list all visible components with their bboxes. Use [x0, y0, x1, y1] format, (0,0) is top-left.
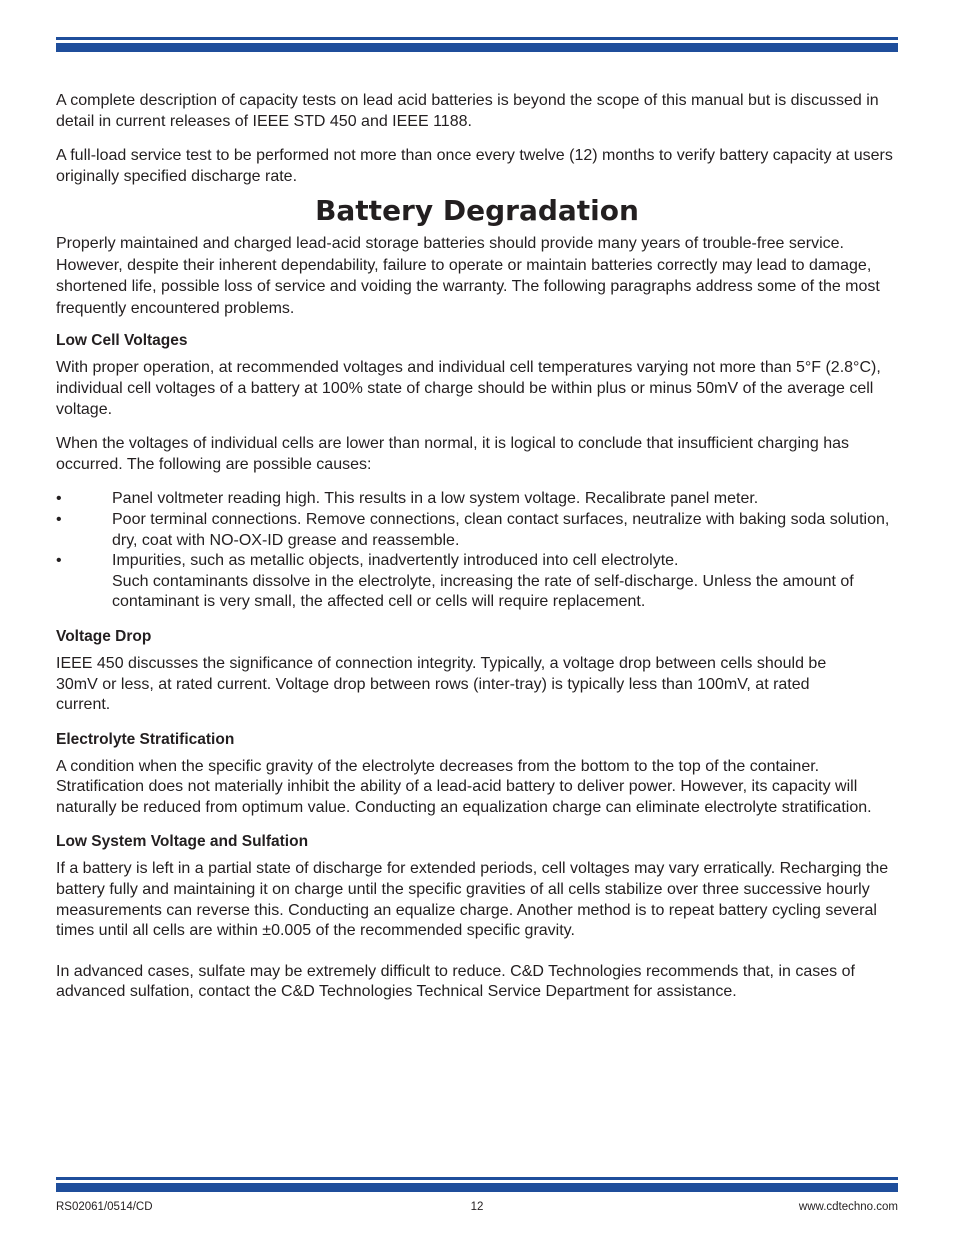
stratification-paragraph: A condition when the specific gravity of the electrolyte decreases from the bottom to the top of the container. Stratification does not materially inhibit the ability of a lead-acid battery to deliver power. However, its capacity will naturally be reduced from optimum value. Conducting an equalization charge can eliminate electrolyte stratification. [56, 757, 872, 816]
list-item [56, 489, 898, 510]
cause-text: Poor terminal connections. Remove connections, clean contact surfaces, neutralize with baking soda solution, dry, coat with NO-OX-ID grease and reassemble. [112, 510, 890, 549]
bullet: • [56, 552, 62, 570]
intro-paragraph-1: A complete description of capacity tests on lead acid batteries is beyond the scope of this manual but is discussed in detail in current releases of IEEE STD 450 and IEEE 1188. [56, 92, 879, 130]
sulfation-paragraph-1: If a battery is left in a partial state of discharge for extended periods, cell voltages may vary erratically. Recharging the battery fully and maintaining it on charge until the specific gravities of all cells stabilize over three successive hourly measurements can reverse this. Conducting an equalize charge. Another method is to repeat battery cycling several times until all cells are within ±0.005 of the recommended specific gravity. [56, 860, 889, 940]
voltage-drop-paragraph: IEEE 450 discusses the significance of connection integrity. Typically, a voltage drop between cells should be 30mV or less, at rated current. Voltage drop between rows (inter-tray) is typically less than 100mV, at rated current. [56, 654, 827, 714]
list-item [56, 551, 898, 613]
cause-text: Impurities, such as metallic objects, inadvertently introduced into cell electrolyte. [112, 552, 679, 570]
cause-text: Panel voltmeter reading high. This results in a low system voltage. Recalibrate panel meter. [112, 490, 759, 508]
heading-low-system-voltage: Low System Voltage and Sulfation [56, 833, 309, 851]
causes-list [56, 489, 898, 613]
website-link[interactable]: www.cdtechno.com [798, 1201, 898, 1213]
cause-continuation: Such contaminants dissolve in the electrolyte, increasing the rate of self-discharge. Unless the amount of contaminant is very small, the affected cell or cells will require replacement. [112, 572, 854, 611]
footer-rule [56, 1177, 898, 1192]
heading-electrolyte-stratification: Electrolyte Stratification [56, 730, 235, 748]
low-cell-paragraph-1: With proper operation, at recommended voltages and individual cell temperatures varying not more than 5°F (2.8°C), individual cell voltages of a battery at 100% state of charge should be within plus or minus 50mV of the average cell voltage. [56, 359, 881, 418]
heading-voltage-drop: Voltage Drop [56, 627, 152, 645]
document-number: RS02061/0514/CD [56, 1201, 153, 1213]
page-number: 12 [470, 1201, 484, 1213]
heading-low-cell-voltages: Low Cell Voltages [56, 332, 188, 350]
list-item [56, 510, 898, 551]
sulfation-paragraph-2: In advanced cases, sulfate may be extremely difficult to reduce. C&D Technologies recommends that, in cases of advanced sulfation, contact the C&D Technologies Technical Service Department for assistance. [56, 962, 855, 1001]
bullet: • [56, 510, 62, 528]
bullet: • [56, 490, 62, 508]
page-content [56, 91, 898, 1003]
page-title: Battery Degradation [315, 194, 639, 228]
low-cell-paragraph-2: When the voltages of individual cells are lower than normal, it is logical to conclude that insufficient charging has occurred. The following are possible causes: [56, 435, 850, 473]
intro-paragraph-2: A full-load service test to be performed not more than once every twelve (12) months to verify battery capacity at users originally specified discharge rate. [56, 147, 893, 185]
header-rule [56, 37, 898, 52]
degradation-intro: Properly maintained and charged lead-acid storage batteries should provide many years of trouble-free service. However, despite their inherent dependability, failure to operate or maintain batteries correctly may lead to damage, shortened life, possible loss of service and voiding the warranty. The following paragraphs address some of the most frequently encountered problems. [56, 235, 880, 317]
